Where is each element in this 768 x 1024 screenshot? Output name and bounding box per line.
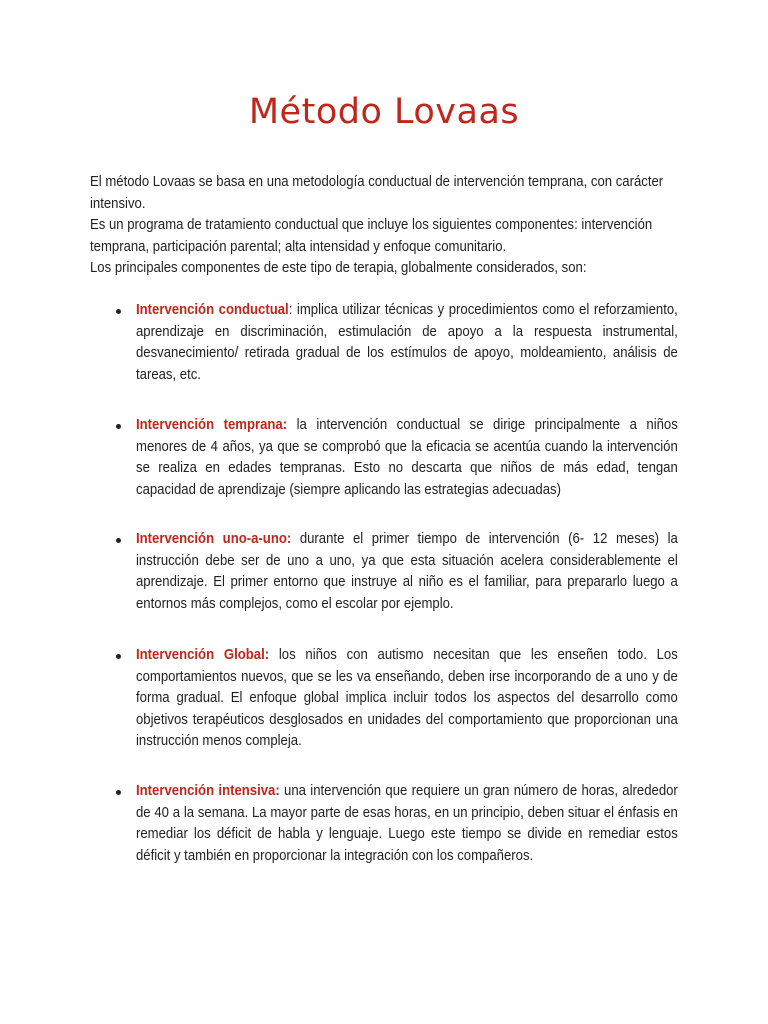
list-item-body: : implica utilizar técnicas y procedimientos como el reforzamiento, aprendizaje en discriminación, estimulación de apoyo a la respuesta instrumental, desvanecimiento/ retirada gradual de los estímulos de apoyo, moldeamiento, análisis de tareas, etc. <box>136 302 678 383</box>
bullet-icon <box>116 790 121 795</box>
bullet-icon <box>116 424 121 429</box>
list-item-text <box>136 300 678 386</box>
list-item <box>112 645 702 753</box>
list-item-text <box>136 645 678 753</box>
page-title: Método Lovaas <box>248 92 520 132</box>
list-item-heading: Intervención Global: <box>136 647 270 663</box>
bullet-icon <box>116 309 121 314</box>
bullet-icon <box>116 538 121 543</box>
intro-paragraph: El método Lovaas se basa en una metodología conductual de intervención temprana, con carácter intensivo. <box>90 174 664 212</box>
intro-paragraph: Los principales componentes de este tipo de terapia, globalmente considerados, son: <box>90 260 587 276</box>
intro-section <box>90 172 680 280</box>
list-item-heading: Intervención temprana: <box>136 417 288 433</box>
list-item <box>112 781 702 867</box>
list-item <box>112 415 702 501</box>
list-item <box>112 300 702 386</box>
list-item-text <box>136 529 678 615</box>
list-item-heading: Intervención conductual <box>136 302 289 318</box>
list-item-text <box>136 781 678 867</box>
list-item-text <box>136 415 678 501</box>
list-item <box>112 529 702 615</box>
bullet-icon <box>116 654 121 659</box>
list-item-body: la intervención conductual se dirige principalmente a niños menores de 4 años, ya que se comprobó que la eficacia se acentúa cuando la intervención se realiza en edades tempranas. Esto no descarta que niños de más edad, tengan capacidad de aprendizaje (siempre aplicando las estrategias adecuadas) <box>136 417 678 498</box>
intro-paragraph: Es un programa de tratamiento conductual que incluye los siguientes componentes: intervención temprana, participación parental; alta intensidad y enfoque comunitario. <box>90 217 653 255</box>
list-item-heading: Intervención intensiva: <box>136 783 280 799</box>
list-item-body: una intervención que requiere un gran número de horas, alrededor de 40 a la semana. La mayor parte de esas horas, en un principio, deben situar el énfasis en remediar los déficit de habla y lenguaje. Luego este tiempo se divide en remediar estos déficit y también en proporcionar la integración con los compañeros. <box>136 783 678 864</box>
list-item-heading: Intervención uno-a-uno: <box>136 531 292 547</box>
list-item-body: durante el primer tiempo de intervención (6- 12 meses) la instrucción debe ser de uno a uno, ya que esta situación acelera considerablemente el aprendizaje. El primer entorno que instruye al niño es el familiar, para prepararlo luego a entornos más complejos, como el escolar por ejemplo. <box>136 531 678 612</box>
list-item-body: los niños con autismo necesitan que les enseñen todo. Los comportamientos nuevos, que se les va enseñando, deben irse incorporando de a uno y de forma gradual. El enfoque global implica incluir todos los aspectos del desarrollo como objetivos terapéuticos desglosados en unidades del comportamiento que proporcionan una instrucción menos compleja. <box>136 647 678 749</box>
